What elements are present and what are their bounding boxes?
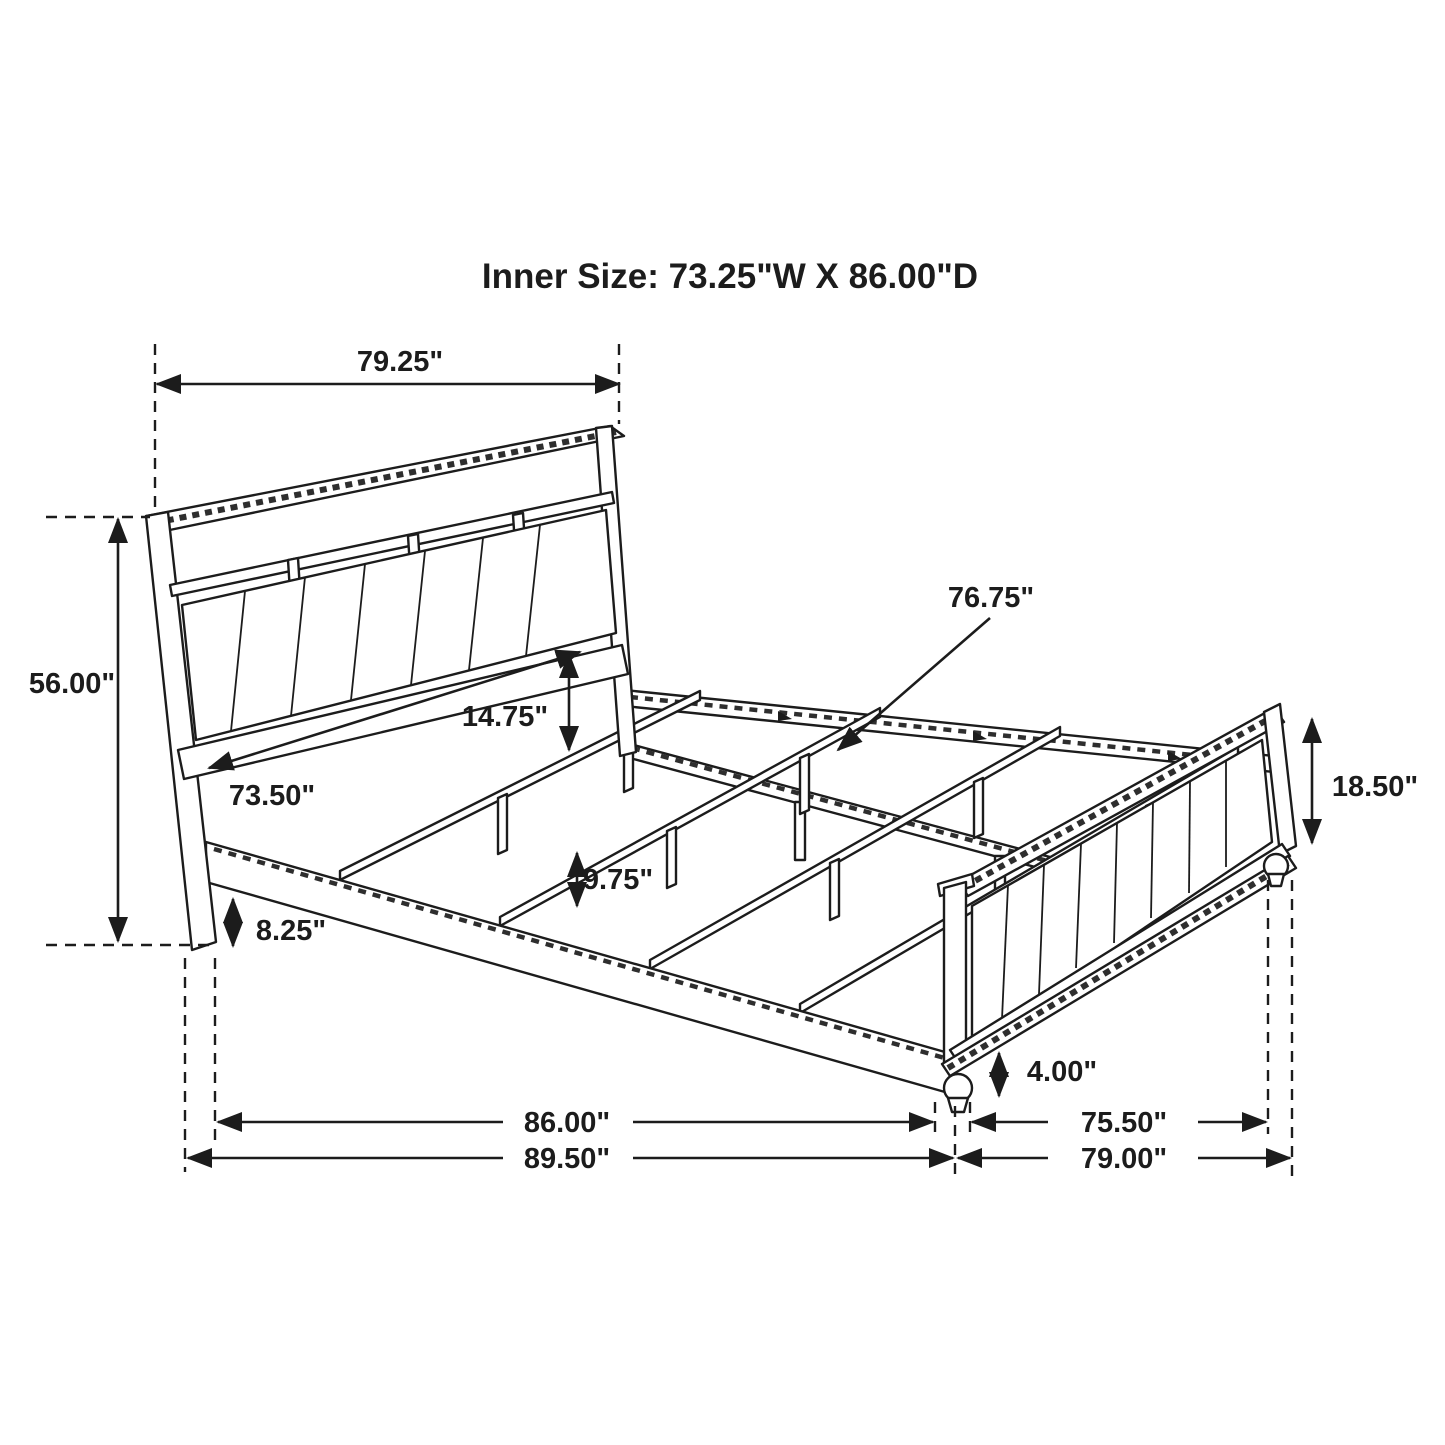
side-rail-far-hatch — [630, 697, 1270, 763]
dim-label-rail-top-height: 9.75" — [582, 864, 654, 896]
slat-3-leg-a — [830, 859, 839, 920]
dim-label-footboard-overall-width: 79.00" — [1080, 1143, 1168, 1175]
bun-foot-right-cap — [1268, 874, 1284, 886]
slat-1-leg-a — [498, 794, 507, 854]
slat-2 — [500, 708, 880, 926]
dim-label-headboard-inner-width: 73.50" — [228, 780, 316, 812]
dim-label-headboard-width: 79.25" — [356, 346, 444, 378]
dim-label-rail-clearance: 8.25" — [255, 915, 327, 947]
slat-2-leg-a — [667, 827, 676, 888]
dim-label-slat-length: 76.75" — [947, 582, 1035, 614]
slat-3-leg-b — [974, 778, 983, 838]
dim-label-footboard-height: 18.50" — [1331, 771, 1419, 803]
bun-foot-left-cap — [948, 1098, 968, 1112]
dim-label-foot-height: 4.00" — [1026, 1056, 1098, 1088]
inner-size-title: Inner Size: 73.25"W X 86.00"D — [481, 257, 979, 296]
side-rail-far — [624, 690, 1274, 772]
footboard-post-left — [944, 882, 966, 1066]
dim-label-panel-to-rail: 14.75" — [461, 701, 549, 733]
slat-2-leg-b — [800, 754, 809, 814]
dim-label-inner-depth: 86.00" — [523, 1107, 611, 1139]
dim-label-headboard-height: 56.00" — [28, 668, 116, 700]
dim-label-overall-depth: 89.50" — [523, 1143, 611, 1175]
dim-label-footboard-inner-width: 75.50" — [1080, 1107, 1168, 1139]
